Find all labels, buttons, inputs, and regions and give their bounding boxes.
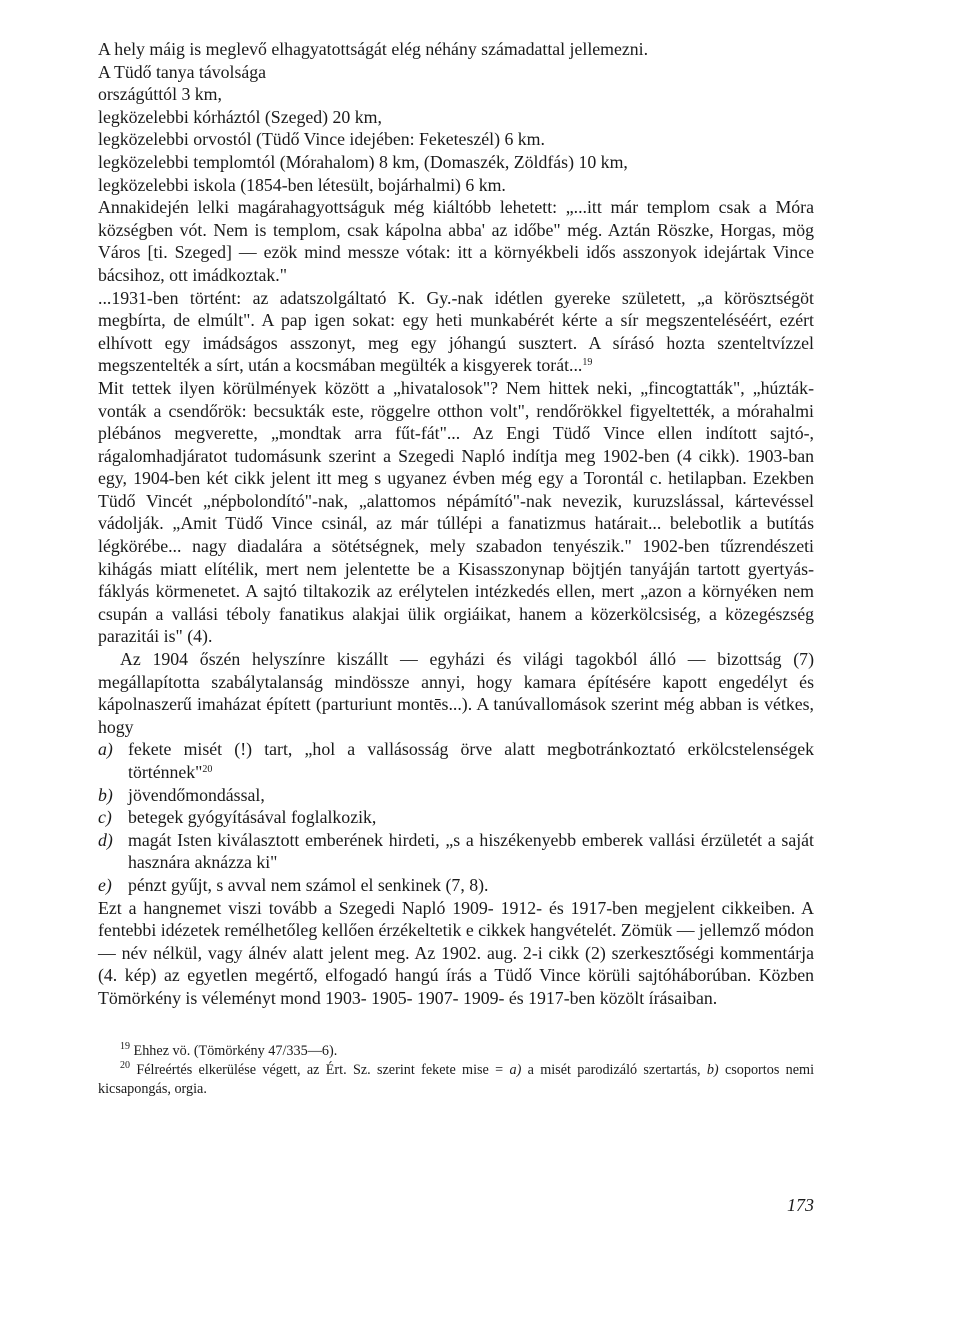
list-item-text: betegek gyógyításával foglalkozik, xyxy=(128,807,377,828)
list-item-text: magát Isten kiválasztott emberének hirdeti, „s a hiszékenyebb emberek vallási érzületét a saját hasznára aknázza ki" xyxy=(128,829,814,873)
footnote-italic: b) xyxy=(706,1061,719,1078)
paragraph-5: Ezt a hangnemet viszi tovább a Szegedi Napló 1909- 1912- és 1917-ben megjelent cikkeiben. A fentebbi idézetek remélhetőleg kellően érzékeltetik e cikkek hangvételét. Zömük — jellemző módon — név nélkül, vagy álnév alatt jelent meg. Az 1902. aug. 2-i cikk (2) szerkesztőségi kommentárja (4. kép) az egyetlen megértő, elfogadó hangú írás a Tüdő Vince körüli sajtóháborúban. Közben Tömörkény is véleményt mond 1903- 1905- 1907- 1909- és 1917-ben közölt írásaiban. xyxy=(98,897,814,1008)
footnote-ref-20[interactable]: 20 xyxy=(202,764,213,775)
distance-title: A Tüdő tanya távolsága xyxy=(98,61,267,82)
list-item xyxy=(98,829,814,874)
footnote-number: 20 xyxy=(120,1059,130,1071)
list-marker: d) xyxy=(98,829,113,850)
paragraph-2-text: ...1931-ben történt: az adatszolgáltató K. Gy.-nak idétlen gyereke született, „a körösztségöt megbírta, de elmúlt". A pap igen sokat: egy heti munkabérét kérte a sír megszenteléséért, ezért elhívott egy imádságos asszonyt, meg egy jóhangú susztert. A sírásó hozta szenteltvízzel megszentelték a sírt, után a kocsmában megülték a kisgyerek torát... xyxy=(98,287,814,376)
paragraph-2 xyxy=(98,287,814,377)
list-item xyxy=(98,806,814,829)
footnote-italic: a) xyxy=(509,1061,522,1078)
distance-item: legközelebbi iskola (1854-ben létesült, bojárhalmi) 6 km. xyxy=(98,174,506,195)
paragraph-3: Mit tettek ilyen körülmények között a „hivatalosok"? Nem hittek neki, „fincogtatták", „húzták-vonták a csendőrök: becsukták este, röggelre otthon volt", rendőrökkel figyeltették, a mórahalmi plébános megverette, „mondtak arra fűt-fát"... Az Engi Tüdő Vince ellen indított sajtó-, rágalomhadjáratot tudomásunk szerint a Szegedi Napló indítja meg 1902-ben (4 cikk). 1903-ban egy, 1904-ben két cikk jelent itt meg s ugyanez évben még egy a Torontál c. hetilapban. Ezekben Tüdő Vincét „népbolondító"-nak, „alattomos népámító"-nak nevezik, kuruzslással, kártevéssel vádolják. „Amit Tüdő Vince csinál, az már túllépi a fanatizmus határait... belebotlik a butítás légkörébe... nagy diadalára a sötétségnek, mely szabadon tenyészik." 1902-ben tűzrendészeti kihágás miatt elítélik, mert nem jelentette be a Kisasszonynap böjtjén tanyáján tartott gyertyás-fáklyás körmenetet. A sajtó tiltakozik az erélytelen intézkedés ellen, mert „azon a környéken nem csupán a vallási téboly fanatikus alakjai ülik orgiáikat, hanem a közerkölcsiség, a közegészség parazitái is" (4). xyxy=(98,377,814,647)
page-number: 173 xyxy=(787,1195,814,1215)
list-marker: a) xyxy=(98,739,113,760)
list-marker: b) xyxy=(98,784,113,805)
testimony-list xyxy=(98,738,814,896)
page-body xyxy=(98,38,814,1099)
distance-item: legközelebbi orvostól (Tüdő Vince idejében: Feketeszél) 6 km. xyxy=(98,129,545,150)
distance-list xyxy=(98,83,814,196)
footnote-text: Félreértés elkerülése végett, az Ért. Sz. szerint fekete mise = xyxy=(136,1061,510,1078)
paragraph-4: Az 1904 őszén helyszínre kiszállt — egyházi és világi tagokból álló — bizottság (7) megállapította szabálytalanság mindössze annyi, hogy kamara építésére kapott engedélyt és kápolnaszerű imaházat épített (parturiunt montēs...). A tanúvallomások szerint még abban is vétkes, hogy xyxy=(98,649,814,737)
list-item-text: jövendőmondással, xyxy=(128,784,265,805)
footnote-text: Ehhez vö. (Tömörkény 47/335—6). xyxy=(133,1042,338,1059)
distance-item: legközelebbi templomtól (Mórahalom) 8 km, (Domaszék, Zöldfás) 10 km, xyxy=(98,151,628,172)
list-marker: c) xyxy=(98,807,112,828)
list-item xyxy=(98,738,814,783)
list-item xyxy=(98,874,814,897)
list-item xyxy=(98,784,814,807)
distance-item: országúttól 3 km, xyxy=(98,84,222,105)
footnote-number: 19 xyxy=(120,1040,130,1052)
footnote-20 xyxy=(98,1061,814,1099)
intro-paragraph: A hely máig is meglevő elhagyatottságát elég néhány számadattal jellemezni. xyxy=(98,39,649,59)
footnotes xyxy=(98,1042,814,1099)
footnote-19 xyxy=(98,1042,814,1061)
distance-item: legközelebbi kórháztól (Szeged) 20 km, xyxy=(98,106,382,127)
list-item-text: fekete misét (!) tart, „hol a vallásosság örve alatt megbotránkoztató erkölcstelenségek történnek" xyxy=(128,739,814,782)
list-marker: e) xyxy=(98,874,112,895)
footnote-text: a misét parodizáló szertartás, xyxy=(521,1061,707,1078)
list-item-text: pénzt gyűjt, s avval nem számol el senkinek (7, 8). xyxy=(128,874,489,895)
paragraph-1: Annakidején lelki magárahagyottságuk még kiáltóbb lehetett: „...itt már templom csak a Móra községben vót. Nem is templom, csak kápolna abba' az időbe" még. Aztán Röszke, Horgas, mög Város [ti. Szeged] — ezök mind messze vótak: itt a környékbeli idős asszonyok idejártak Vince bácsihoz, ott imádkoztak." xyxy=(98,197,814,285)
footnote-ref-19[interactable]: 19 xyxy=(582,357,593,369)
footnote-text: csoportos nemi kicsapongás, orgia. xyxy=(98,1061,815,1097)
